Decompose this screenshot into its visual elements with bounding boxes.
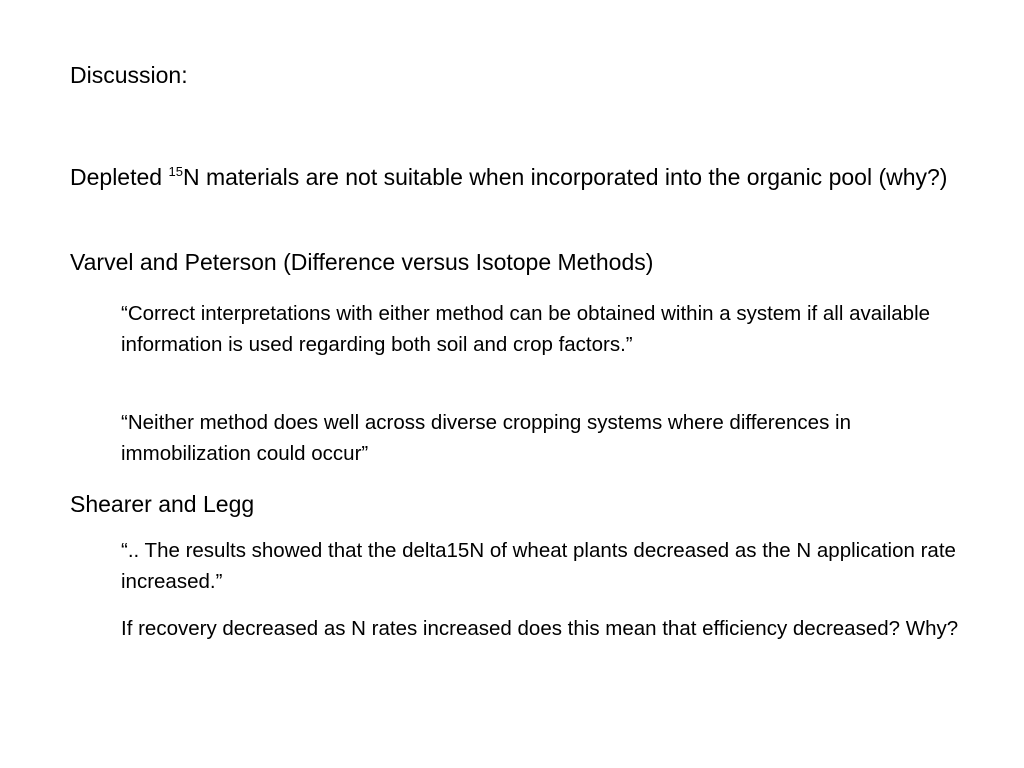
bullet-shearer-legg: Shearer and Legg [70,491,255,517]
quote-delta15n-results: “.. The results showed that the delta15N of wheat plants decreased as the N application rate increased.” [121,539,956,593]
isotope-superscript: 15 [168,164,183,179]
quote-correct-interpretations: “Correct interpretations with either method can be obtained within a system if all available information is used regarding both soil and crop factors.” [121,302,931,356]
bullet-depleted-15n [70,161,1001,193]
bullet-varvel-peterson: Varvel and Peterson (Difference versus Isotope Methods) [70,249,654,275]
slide-title: Discussion: [70,62,188,88]
bullet-depleted-15n-post: N materials are not suitable when incorporated into the organic pool (why?) [182,164,948,190]
bullet-depleted-15n-pre: Depleted [70,164,169,190]
quote-neither-method: “Neither method does well across diverse cropping systems where differences in immobilization could occur” [121,411,851,465]
question-recovery-efficiency: If recovery decreased as N rates increased does this mean that efficiency decreased? Why? [121,617,959,640]
